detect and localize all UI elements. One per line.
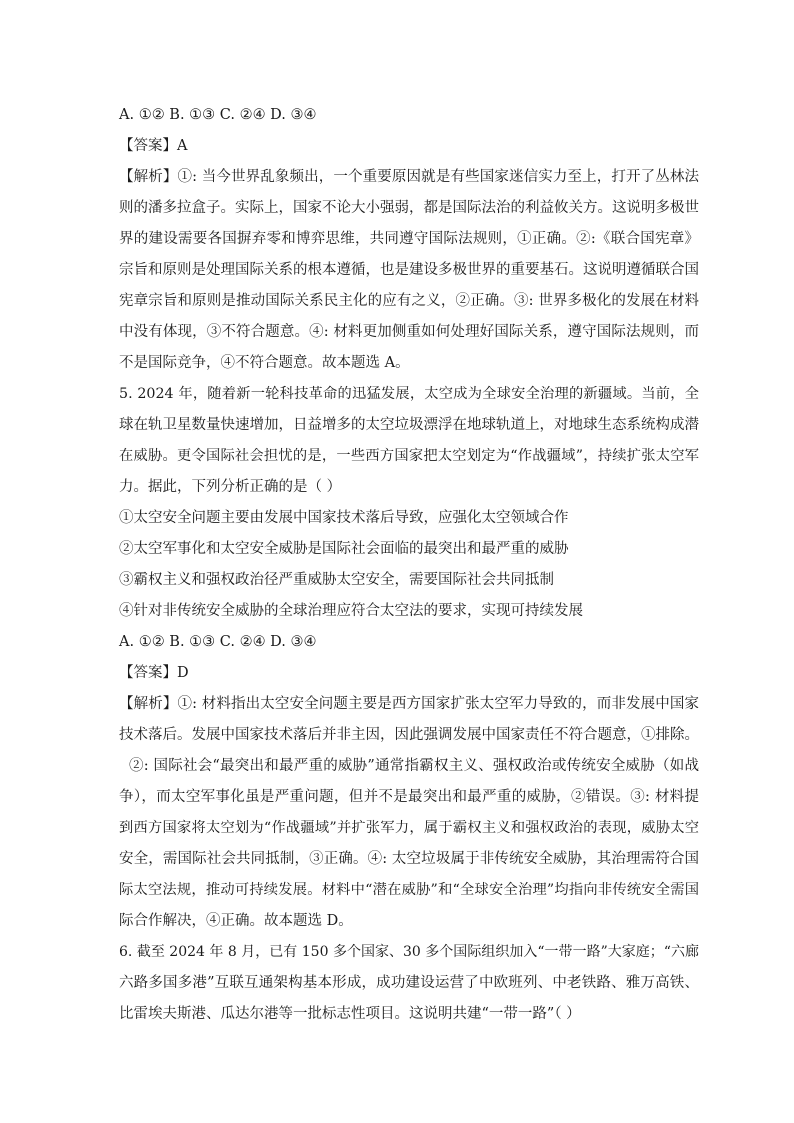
q5-item: ④针对非传统安全威胁的全球治理应符合太空法的要求，实现可持续发展 [119,603,583,619]
q5-analysis-line: 安全，需国际社会共同抵制，③正确。④: 太空垃圾属于非传统安全威胁，其治理需符合国 [119,851,699,867]
q4-analysis-line: 界的建设需要各国摒弃零和博弈思维，共同遵守国际法规则，①正确。②:《联合国宪章》 [119,231,699,247]
q5-options: A. ①② B. ①③ C. ②④ D. ③④ [119,634,317,650]
q5-analysis-line: 际合作解决，④正确。故本题选 D。 [119,913,353,929]
q5-analysis-line: ②: 国际社会“最突出和最严重的威胁”通常指霸权主义、强权政治或传统安全威胁（如战 [129,758,699,774]
q5-analysis-line: 【解析】①: 材料指出太空安全问题主要是西方国家扩张太空军力导致的，而非发展中国家 [119,696,699,712]
q5-item: ①太空安全问题主要由发展中国家技术落后导致，应强化太空领域合作 [119,510,569,526]
q4-analysis-line: 中没有体现，③不符合题意。④: 材料更加侧重如何处理好国际关系，遵守国际法规则，而 [119,324,699,340]
q5-analysis-line: 技术落后。发展中国家技术落后并非主因，因此强调发展中国家责任不符合题意，①排除。 [119,727,699,743]
q6-stem-line: 比雷埃夫斯港、瓜达尔港等一批标志性项目。这说明共建“一带一路”（ ） [119,1006,581,1022]
q4-analysis-line: 【解析】①: 当今世界乱象频出，一个重要原因就是有些国家迷信实力至上，打开了丛林法 [119,169,699,185]
q4-analysis-line: 则的潘多拉盒子。实际上，国家不论大小强弱，都是国际法治的利益攸关方。这说明多极世 [119,200,699,216]
document-body [119,100,699,1030]
q5-stem-line: 球在轨卫星数量快速增加，日益增多的太空垃圾漂浮在地球轨道上，对地球生态系统构成潜 [119,417,699,433]
q4-analysis-line: 宗旨和原则是处理国际关系的根本遵循，也是建设多极世界的重要基石。这说明遵循联合国 [119,262,699,278]
q6-stem-line: 六路多国多港”互联互通架构基本形成，成功建设运营了中欧班列、中老铁路、雅万高铁、 [119,975,699,991]
q5-answer: 【答案】D [119,665,189,681]
q5-analysis-line: 到西方国家将太空划为“作战疆域”并扩张军力，属于霸权主义和强权政治的表现，威胁太空 [119,820,699,836]
q4-options: A. ①② B. ①③ C. ②④ D. ③④ [119,107,317,123]
q6-stem-line: 6. 截至 2024 年 8 月，已有 150 多个国家、30 多个国际组织加入“一带一路”大家庭；“六廊 [119,944,699,960]
q5-item: ③霸权主义和强权政治径严重威胁太空安全，需要国际社会共同抵制 [119,572,554,588]
q5-analysis-line: 际太空法规，推动可持续发展。材料中“潜在威胁”和“全球安全治理”均指向非传统安全需国 [119,882,699,898]
q4-analysis-line: 宪章宗旨和原则是推动国际关系民主化的应有之义，②正确。③: 世界多极化的发展在材料 [119,293,699,309]
q5-item: ②太空军事化和太空安全威胁是国际社会面临的最突出和最严重的威胁 [119,541,569,557]
q5-stem-line: 力。据此，下列分析正确的是（ ） [119,479,342,495]
q4-analysis-line: 不是国际竞争，④不符合题意。故本题选 A。 [119,355,410,371]
q5-stem-line: 在威胁。更令国际社会担忧的是，一些西方国家把太空划定为“作战疆域”，持续扩张太空军 [119,448,699,464]
q4-answer: 【答案】A [119,138,188,154]
q5-analysis-line: 争），而太空军事化虽是严重问题，但并不是最突出和最严重的威胁，②错误。③: 材料提 [119,789,699,805]
q5-stem-line: 5. 2024 年，随着新一轮科技革命的迅猛发展，太空成为全球安全治理的新疆域。当前，全 [119,386,699,402]
